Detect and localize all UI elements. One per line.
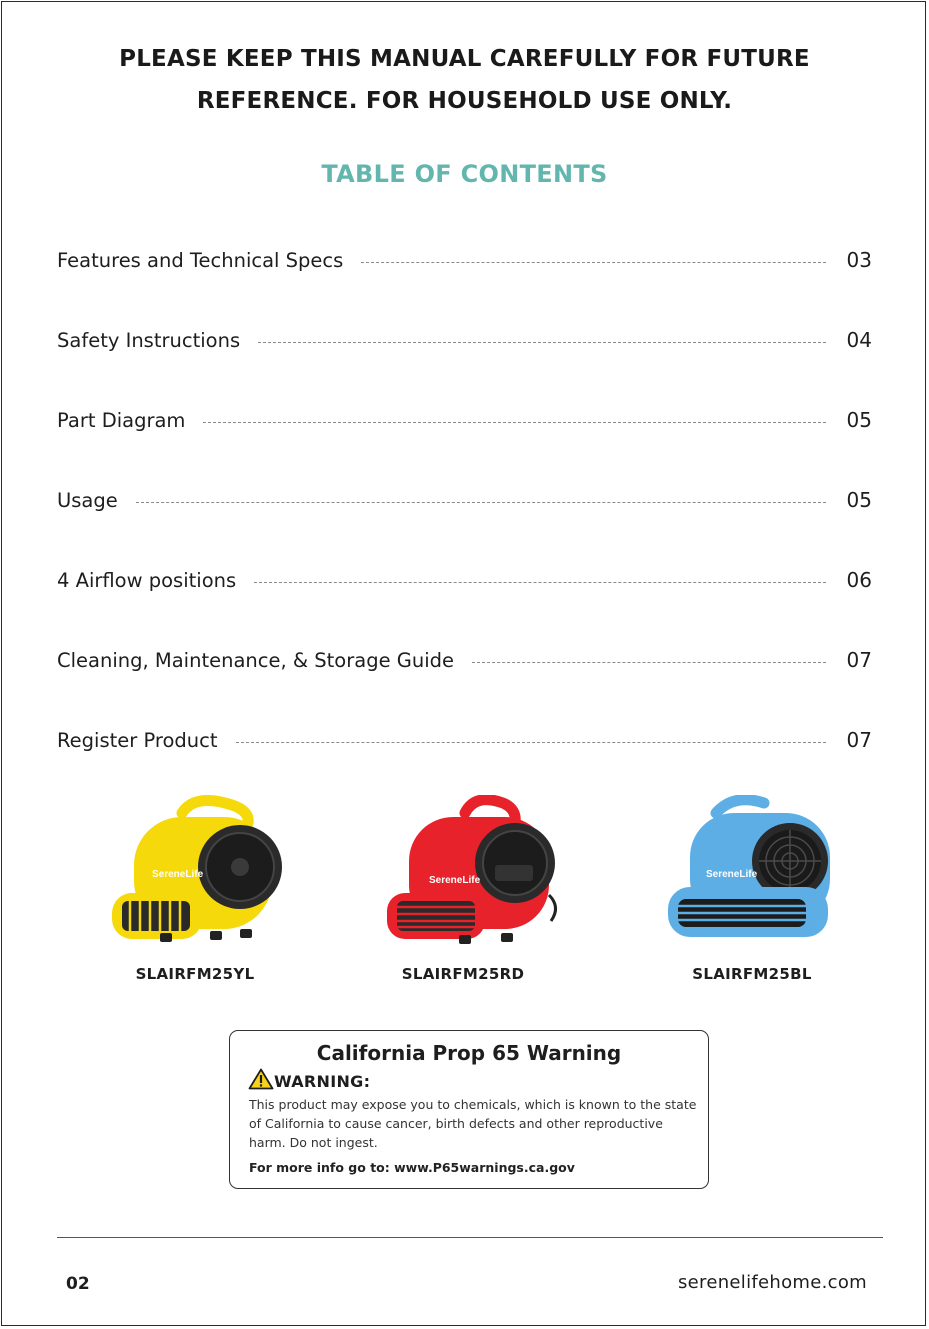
toc-item[interactable] (57, 645, 872, 675)
toc-item-page: 07 (846, 648, 872, 672)
warning-title: California Prop 65 Warning (316, 1041, 622, 1065)
toc-item-label: Usage (57, 488, 118, 512)
toc-title: TABLE OF CONTENTS (321, 160, 608, 188)
toc-leader (203, 422, 826, 423)
toc-item-page: 04 (846, 328, 872, 352)
warning-heading-text: WARNING: (274, 1071, 371, 1091)
toc-item-page: 05 (846, 488, 872, 512)
toc-item[interactable] (57, 565, 872, 595)
product-model-label: SLAIRFM25RD (401, 965, 525, 983)
toc-item[interactable] (57, 245, 872, 275)
manual-notice (60, 38, 869, 122)
notice-line-2: REFERENCE. FOR HOUSEHOLD USE ONLY. (196, 88, 733, 114)
product-image-yellow-air-mover (100, 795, 300, 955)
product-model-label: SLAIRFM25BL (692, 965, 812, 983)
toc-leader (254, 582, 826, 583)
svg-text:SereneLife: SereneLife (429, 875, 481, 886)
footer-divider (57, 1237, 883, 1238)
toc-item-label: Register Product (57, 728, 218, 752)
toc-leader (472, 662, 826, 663)
toc-item-label: 4 Airflow positions (57, 568, 237, 592)
warning-triangle-icon (248, 1068, 274, 1094)
toc-item[interactable] (57, 725, 872, 755)
toc-item-label: Part Diagram (57, 408, 186, 432)
toc-item-label: Cleaning, Maintenance, & Storage Guide (57, 648, 455, 672)
warning-heading (248, 1068, 370, 1094)
product-model-label: SLAIRFM25YL (135, 965, 255, 983)
toc-item[interactable] (57, 485, 872, 515)
toc-item-label: Safety Instructions (57, 328, 241, 352)
footer-website[interactable]: serenelifehome.com (677, 1272, 867, 1293)
prop65-warning-box (229, 1030, 709, 1189)
product-image-blue-air-mover (660, 795, 860, 955)
toc-leader (236, 742, 826, 743)
svg-text:SereneLife: SereneLife (152, 869, 204, 880)
toc-item-page: 05 (846, 408, 872, 432)
footer-page-number: 02 (66, 1274, 90, 1294)
toc-item-label: Features and Technical Specs (57, 248, 344, 272)
toc-item[interactable] (57, 325, 872, 355)
toc-item[interactable] (57, 405, 872, 435)
svg-text:SereneLife: SereneLife (706, 869, 758, 880)
product-image-red-air-mover (375, 795, 575, 955)
warning-more-info[interactable]: For more info go to: www.P65warnings.ca.gov (249, 1160, 575, 1175)
toc-item-page: 03 (846, 248, 872, 272)
toc-leader (258, 342, 826, 343)
warning-body: This product may expose you to chemicals, which is known to the state of California to cause cancer, birth defects and other reproductive harm. Do not ingest. (249, 1097, 697, 1150)
notice-line-1: PLEASE KEEP THIS MANUAL CAREFULLY FOR FUTURE (119, 46, 810, 72)
toc-leader (136, 502, 826, 503)
toc-item-page: 06 (846, 568, 872, 592)
toc-leader (361, 262, 826, 263)
toc-item-page: 07 (846, 728, 872, 752)
